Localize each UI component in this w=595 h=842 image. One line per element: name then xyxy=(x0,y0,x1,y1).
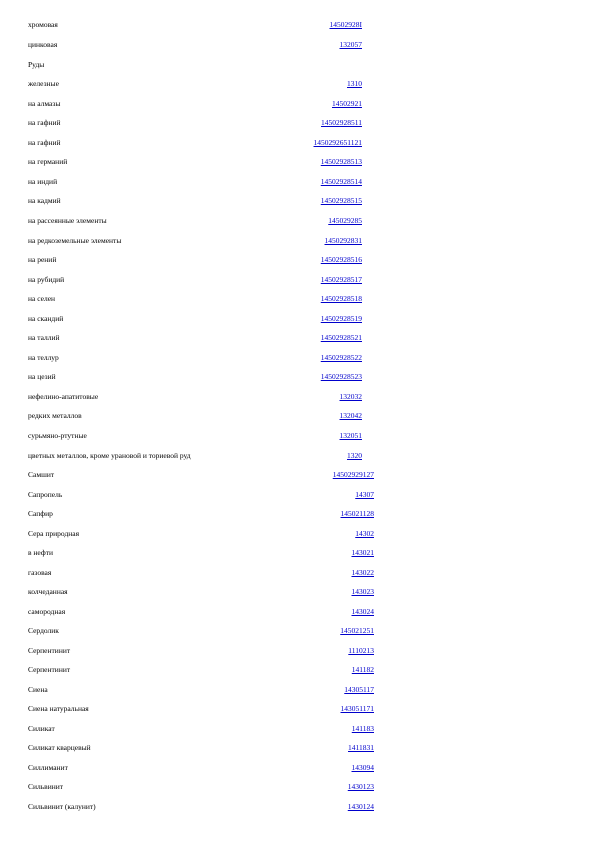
item-code-link[interactable]: 14502928519 xyxy=(320,314,362,323)
item-code-link[interactable]: 132032 xyxy=(339,392,362,401)
item-code-link[interactable]: 14502928I xyxy=(329,20,362,29)
list-item xyxy=(0,216,595,230)
item-label: Силлиманит xyxy=(28,763,68,772)
item-label: Серпентинит xyxy=(28,665,71,674)
item-code-link[interactable]: 14307 xyxy=(355,490,374,499)
item-code-link[interactable]: 14502928513 xyxy=(320,157,362,166)
item-label: на селен xyxy=(28,294,56,303)
list-item xyxy=(0,509,595,523)
item-code-link[interactable]: 143022 xyxy=(351,568,374,577)
item-label: газовая xyxy=(28,568,52,577)
list-item xyxy=(0,60,595,74)
item-label: Руды xyxy=(28,60,45,69)
list-item xyxy=(0,763,595,777)
item-label: Сера природная xyxy=(28,529,80,538)
list-item xyxy=(0,294,595,308)
item-code-link[interactable]: 1310 xyxy=(347,79,362,88)
list-item xyxy=(0,587,595,601)
item-label: на германий xyxy=(28,157,68,166)
list-item xyxy=(0,411,595,425)
list-item xyxy=(0,138,595,152)
item-code-link[interactable]: 143094 xyxy=(351,763,374,772)
list-item xyxy=(0,79,595,93)
item-label: железные xyxy=(28,79,59,88)
item-label: Сапфир xyxy=(28,509,53,518)
item-code-link[interactable]: 1320 xyxy=(347,451,362,460)
list-item xyxy=(0,157,595,171)
item-code-link[interactable]: 132057 xyxy=(339,40,362,49)
list-item xyxy=(0,724,595,738)
item-label: Серпентинит xyxy=(28,646,71,655)
item-label: на рассеянные элементы xyxy=(28,216,107,225)
list-item xyxy=(0,196,595,210)
item-code-link[interactable]: 1411831 xyxy=(348,743,374,752)
item-label: на алмазы xyxy=(28,99,61,108)
item-label: редких металлов xyxy=(28,411,82,420)
item-code-link[interactable]: 14502928516 xyxy=(320,255,362,264)
item-label: Сильвинит xyxy=(28,782,64,791)
item-label: на редкоземельные элементы xyxy=(28,236,122,245)
list-item xyxy=(0,275,595,289)
list-item xyxy=(0,431,595,445)
list-item xyxy=(0,782,595,796)
list-item xyxy=(0,255,595,269)
item-label: Сапропель xyxy=(28,490,63,499)
item-label: на кадмий xyxy=(28,196,61,205)
list-item xyxy=(0,392,595,406)
list-item xyxy=(0,118,595,132)
list-item xyxy=(0,490,595,504)
item-label: хромовая xyxy=(28,20,58,29)
list-item xyxy=(0,372,595,386)
item-label: Сиена xyxy=(28,685,48,694)
list-item xyxy=(0,177,595,191)
item-code-link[interactable]: 14502928515 xyxy=(320,196,362,205)
item-code-link[interactable]: 14302 xyxy=(355,529,374,538)
item-label: на индий xyxy=(28,177,58,186)
item-code-link[interactable]: 132042 xyxy=(339,411,362,420)
list-item xyxy=(0,607,595,621)
item-code-link[interactable]: 14502921 xyxy=(332,99,362,108)
list-item xyxy=(0,704,595,718)
item-code-link[interactable]: 14502929127 xyxy=(332,470,374,479)
list-item xyxy=(0,20,595,34)
list-item xyxy=(0,353,595,367)
list-item xyxy=(0,451,595,465)
item-label: колчеданная xyxy=(28,587,68,596)
item-label: на скандий xyxy=(28,314,64,323)
item-code-link[interactable]: 143021 xyxy=(351,548,374,557)
list-item xyxy=(0,685,595,699)
item-label: на гафний xyxy=(28,138,61,147)
item-code-link[interactable]: 14502928518 xyxy=(320,294,362,303)
item-code-link[interactable]: 141183 xyxy=(351,724,374,733)
item-code-link[interactable]: 14305117 xyxy=(344,685,374,694)
item-label: на теллур xyxy=(28,353,59,362)
list-item xyxy=(0,40,595,54)
item-code-link[interactable]: 14502928521 xyxy=(320,333,362,342)
item-label: Сердолик xyxy=(28,626,59,635)
item-code-link[interactable]: 14502928522 xyxy=(320,353,362,362)
item-code-link[interactable]: 1450292831 xyxy=(324,236,362,245)
item-label: на рубидий xyxy=(28,275,65,284)
list-item xyxy=(0,470,595,484)
item-label: Силикат xyxy=(28,724,55,733)
list-item xyxy=(0,665,595,679)
item-code-link[interactable]: 14502928511 xyxy=(321,118,362,127)
item-code-link[interactable]: 1110213 xyxy=(348,646,374,655)
item-code-link[interactable]: 14502928514 xyxy=(320,177,362,186)
list-item xyxy=(0,743,595,757)
list-item xyxy=(0,626,595,640)
list-item xyxy=(0,99,595,113)
item-code-link[interactable]: 143051171 xyxy=(340,704,374,713)
list-item xyxy=(0,568,595,582)
item-code-link[interactable]: 132051 xyxy=(339,431,362,440)
item-code-link[interactable]: 145021251 xyxy=(340,626,374,635)
item-label: на рений xyxy=(28,255,57,264)
item-code-link[interactable]: 1450292651121 xyxy=(313,138,362,147)
item-code-link[interactable]: 145021128 xyxy=(340,509,374,518)
item-label: самородная xyxy=(28,607,66,616)
item-label: Сиена натуральная xyxy=(28,704,89,713)
list-item xyxy=(0,314,595,328)
item-label: на таллий xyxy=(28,333,60,342)
item-code-link[interactable]: 143024 xyxy=(351,607,374,616)
list-item xyxy=(0,646,595,660)
item-code-link[interactable]: 1430123 xyxy=(347,782,374,791)
item-label: Силикат кварцевый xyxy=(28,743,91,752)
item-label: нефелино-апатитовые xyxy=(28,392,99,401)
item-code-link[interactable]: 14502928523 xyxy=(320,372,362,381)
list-item xyxy=(0,802,595,816)
item-code-link[interactable]: 145029285 xyxy=(328,216,362,225)
item-label: Самшит xyxy=(28,470,55,479)
list-item xyxy=(0,529,595,543)
item-code-link[interactable]: 143023 xyxy=(351,587,374,596)
item-label: сурьмяно-ртутные xyxy=(28,431,87,440)
item-label: Сильвинит (калунит) xyxy=(28,802,96,811)
item-label: цинковая xyxy=(28,40,58,49)
list-item xyxy=(0,548,595,562)
item-label: цветных металлов, кроме урановой и ториевой руд xyxy=(28,451,191,460)
item-label: в нефти xyxy=(28,548,54,557)
list-item xyxy=(0,236,595,250)
item-code-link[interactable]: 1430124 xyxy=(347,802,374,811)
item-code-link[interactable]: 141182 xyxy=(351,665,374,674)
item-label: на гафний xyxy=(28,118,61,127)
list-item xyxy=(0,333,595,347)
item-code-link[interactable]: 14502928517 xyxy=(320,275,362,284)
item-label: на цезий xyxy=(28,372,56,381)
